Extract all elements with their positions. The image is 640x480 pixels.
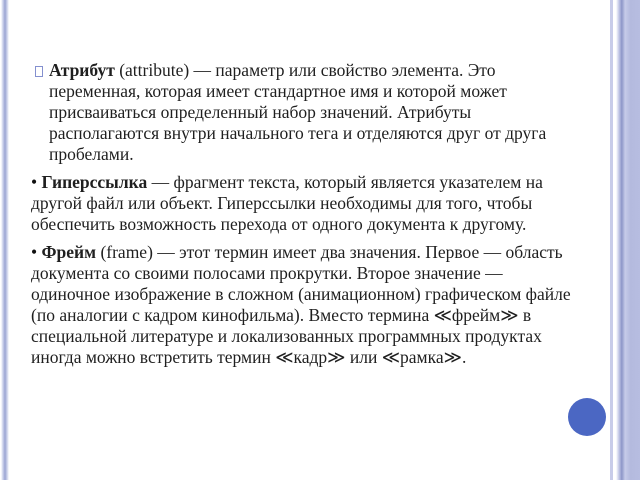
- term-hyperlink: Гиперссылка: [41, 172, 148, 192]
- accent-circle-decoration: [568, 398, 606, 436]
- left-pinstripe-decoration: [1, 0, 9, 480]
- right-pinstripe-band-decoration: [616, 0, 640, 480]
- definition-attribute: [31, 60, 578, 165]
- definition-attribute-text: (attribute) — параметр или свойство элемента. Это переменная, которая имеет стандартное имя и которой может присваиваться определенный набор значений. Атрибуты располагаются внутри начального тега и отделяются друг от друга пробелами.: [49, 60, 547, 164]
- slide-text-block: [31, 60, 578, 368]
- definition-hyperlink-text: — фрагмент текста, который является указателем на другой файл или объект. Гиперссылки необходимы для того, чтобы обеспечить возможность перехода от одного документа к другому.: [31, 172, 543, 234]
- term-attribute: Атрибут: [49, 60, 115, 80]
- right-pinstripe-thin-decoration: [610, 0, 613, 480]
- definition-frame-text: (frame) — этот термин имеет два значения. Первое — область документа со своими полосами прокрутки. Второе значение — одиночное изображение в сложном (анимационном) графическом файле (по аналогии с кадром кинофильма). Вместо термина ≪фрейм≫ в специальной литературе и локализованных программных продуктах иногда можно встретить термин ≪кадр≫ или ≪рамка≫.: [31, 242, 571, 367]
- definition-hyperlink: [31, 172, 578, 235]
- square-bullet-icon: [35, 66, 43, 77]
- term-frame: Фрейм: [41, 242, 97, 262]
- dot-bullet-icon: •: [31, 242, 38, 262]
- dot-bullet-icon: •: [31, 172, 38, 192]
- definition-frame: [31, 242, 578, 368]
